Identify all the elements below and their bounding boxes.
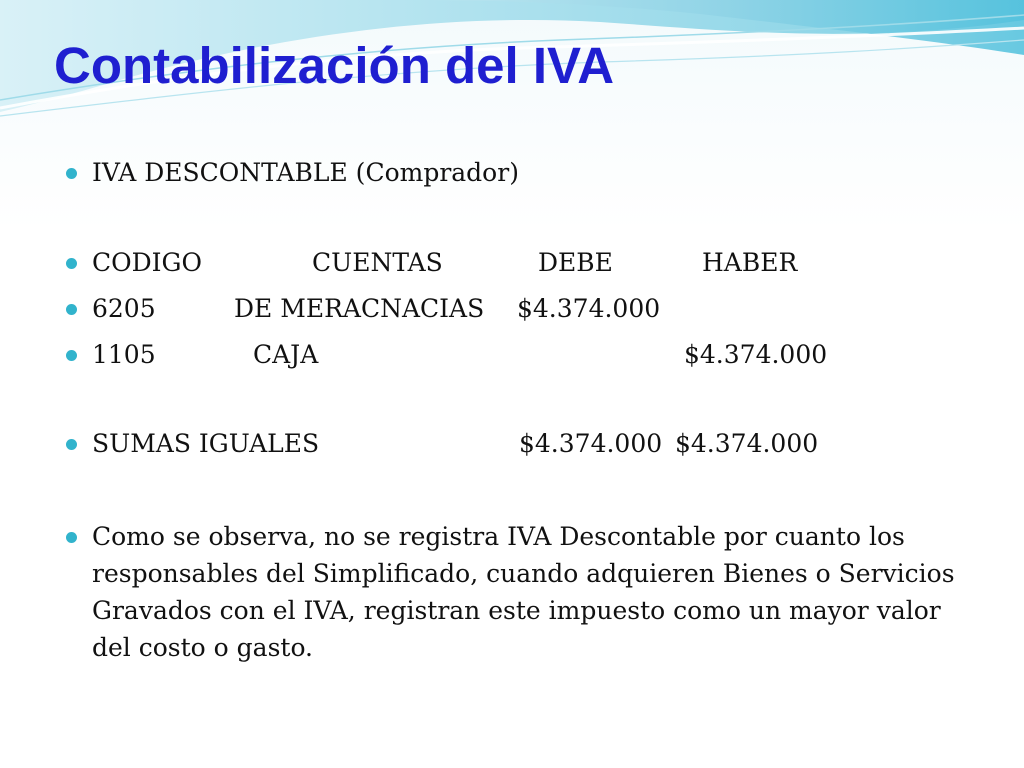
bullet-dot-icon (66, 439, 77, 450)
slide-title: Contabilización del IVA (54, 37, 615, 94)
heading-text: IVA DESCONTABLE (Comprador) (92, 158, 519, 187)
row-cuenta: DE MERACNACIAS (234, 294, 485, 323)
column-header-debe: DEBE (538, 248, 613, 277)
column-header-haber: HABER (702, 248, 798, 277)
bullet-dot-icon (66, 168, 77, 179)
journal-row (66, 296, 946, 332)
row-haber: $4.374.000 (684, 340, 828, 369)
row-codigo: 1105 (92, 340, 156, 369)
totals-haber: $4.374.000 (675, 429, 819, 458)
bullet-column-headers (66, 250, 946, 286)
totals-label: SUMAS IGUALES (92, 429, 320, 458)
bullet-dot-icon (66, 258, 77, 269)
bullet-dot-icon (66, 350, 77, 361)
column-header-cuentas: CUENTAS (312, 248, 443, 277)
journal-row (66, 342, 946, 378)
column-header-codigo: CODIGO (92, 248, 203, 277)
bullet-heading (66, 160, 946, 196)
row-cuenta: CAJA (253, 340, 319, 369)
totals-debe: $4.374.000 (519, 429, 663, 458)
row-debe: $4.374.000 (517, 294, 661, 323)
bullet-totals (66, 431, 946, 467)
bullet-dot-icon (66, 532, 77, 543)
explanation-paragraph: Como se observa, no se registra IVA Descontable por cuanto los responsables del Simplificado, cuando adquieren Bienes o Servicios Gravados con el IVA, registran este impuesto como un mayor valor del costo o gasto. (92, 522, 955, 662)
row-codigo: 6205 (92, 294, 156, 323)
bullet-dot-icon (66, 304, 77, 315)
